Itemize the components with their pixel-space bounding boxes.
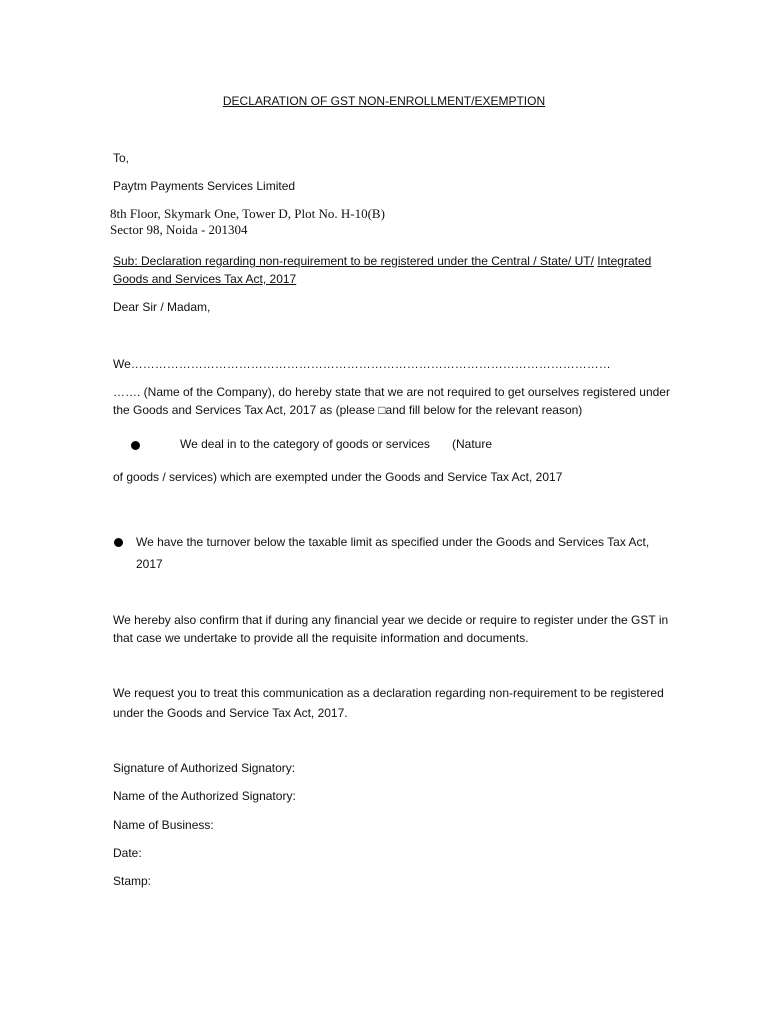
option2-line1: We have the turnover below the taxable limit as specified under the Goods and Services Tax Act,	[136, 535, 650, 549]
date-field-label: Date:	[113, 846, 142, 860]
request-line1: We request you to treat this communication as a declaration regarding non-requirement to be registered	[113, 686, 664, 700]
option1-line1-text: We deal in to the category of goods or services	[180, 437, 430, 451]
business-name-field-label: Name of Business:	[113, 818, 214, 832]
stamp-field-label: Stamp:	[113, 874, 152, 888]
subject-line1-part-b: Integrated	[597, 254, 652, 268]
declaration-we-line: We…………………………………………………………………………………………………………	[113, 357, 611, 371]
recipient-address-line1: 8th Floor, Skymark One, Tower D, Plot No. H-10(B)	[110, 206, 385, 221]
option1-line1-nature: (Nature	[452, 437, 493, 451]
declaration-line2: the Goods and Services Tax Act, 2017 as (please □and fill below for the relevant reason)	[113, 403, 583, 417]
option1-line2: of goods / services) which are exempted under the Goods and Service Tax Act, 2017	[113, 470, 563, 484]
declaration-line1: ……. (Name of the Company), do hereby state that we are not required to get ourselves registered under	[113, 385, 670, 399]
recipient-address-line2: Sector 98, Noida - 201304	[110, 222, 248, 237]
subject-line1-part-a: Sub: Declaration regarding non-requirement to be registered under the Central / State/ UT/	[113, 254, 594, 268]
signature-field-label: Signature of Authorized Signatory:	[113, 761, 296, 775]
subject-line1	[113, 255, 651, 267]
confirm-line2: that case we undertake to provide all the requisite information and documents.	[113, 631, 529, 645]
to-label: To,	[113, 151, 130, 165]
subject-line2: Goods and Services Tax Act, 2017	[113, 272, 297, 286]
authorized-name-field-label: Name of the Authorized Signatory:	[113, 789, 296, 803]
confirm-line1: We hereby also confirm that if during any financial year we decide or require to register under the GST in	[113, 613, 669, 627]
recipient-company: Paytm Payments Services Limited	[113, 179, 296, 193]
bullet-icon	[131, 441, 140, 450]
option2-line2: 2017	[136, 557, 163, 571]
document-title: DECLARATION OF GST NON-ENROLLMENT/EXEMPTION	[222, 94, 546, 108]
request-line2: under the Goods and Service Tax Act, 2017.	[113, 706, 348, 720]
greeting: Dear Sir / Madam,	[113, 300, 211, 314]
bullet-icon	[114, 538, 123, 547]
